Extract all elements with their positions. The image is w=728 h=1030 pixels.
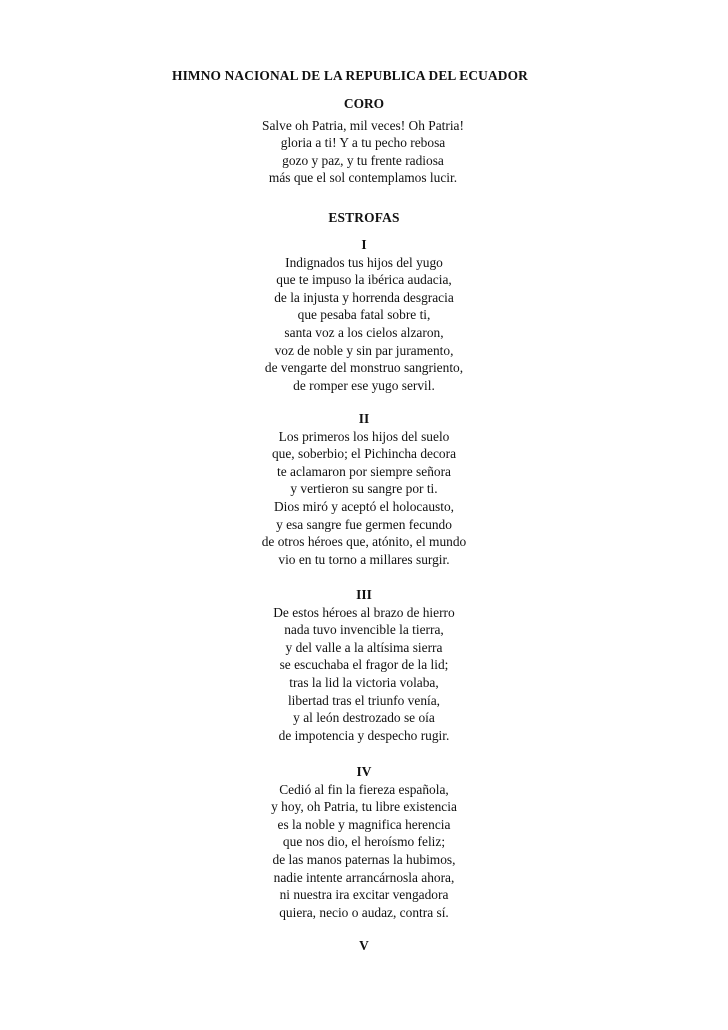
stanza-line: y al león destrozado se oía	[293, 710, 435, 726]
stanza-line: que, soberbio; el Pichincha decora	[271, 446, 457, 462]
chorus-line: gozo y paz, y tu frente radiosa	[282, 152, 444, 168]
stanza-line: nada tuvo invencible la tierra,	[284, 622, 444, 638]
stanza-line: Cedió al fin la fiereza española,	[279, 781, 449, 797]
anthem-title: HIMNO NACIONAL DE LA REPUBLICA DEL ECUADOR	[172, 68, 528, 83]
chorus-heading: CORO	[343, 96, 385, 111]
stanza-line: y esa sangre fue germen fecundo	[276, 516, 452, 532]
stanza-line: De estos héroes al brazo de hierro	[273, 604, 455, 620]
stanza-line: de la injusta y horrenda desgracia	[274, 289, 454, 305]
stanza-line: Los primeros los hijos del suelo	[278, 428, 450, 444]
stanzas-heading-block	[0, 209, 728, 227]
stanza-4	[0, 763, 728, 921]
chorus-section	[0, 95, 728, 187]
chorus-line: gloria a ti! Y a tu pecho rebosa	[280, 135, 446, 151]
stanza-2	[0, 410, 728, 568]
stanza-line: y hoy, oh Patria, tu libre existencia	[271, 799, 457, 815]
stanza-line: quiera, necio o audaz, contra sí.	[279, 904, 449, 920]
stanzas-heading: ESTROFAS	[328, 210, 400, 225]
stanza-line: voz de noble y sin par juramento,	[274, 342, 454, 358]
stanza-line: que pesaba fatal sobre ti,	[297, 307, 431, 323]
stanza-line: ni nuestra ira excitar vengadora	[279, 887, 449, 903]
chorus-lines	[0, 117, 728, 187]
stanza-line: tras la lid la victoria volaba,	[289, 674, 439, 690]
stanza-line: de las manos paternas la hubimos,	[272, 851, 456, 867]
stanza-5	[0, 937, 728, 955]
stanza-line: de impotencia y despecho rugir.	[278, 727, 450, 743]
stanza-line: libertad tras el triunfo venía,	[287, 692, 441, 708]
stanza-line: de vengarte del monstruo sangriento,	[264, 360, 464, 376]
stanza-line: es la noble y magnifica herencia	[277, 816, 451, 832]
stanza-1	[0, 236, 728, 394]
stanza-numeral: II	[358, 411, 370, 426]
chorus-line: más que el sol contemplamos lucir.	[268, 170, 458, 186]
stanza-numeral: III	[356, 587, 372, 602]
stanza-line: santa voz a los cielos alzaron,	[284, 324, 444, 340]
stanza-line: vio en tu torno a millares surgir.	[278, 551, 450, 567]
stanza-line: que nos dio, el heroísmo feliz;	[282, 834, 446, 850]
stanza-line: Dios miró y aceptó el holocausto,	[274, 498, 454, 514]
stanza-numeral: IV	[356, 764, 372, 779]
stanza-3	[0, 586, 728, 744]
stanza-line: nadie intente arrancárnosla ahora,	[273, 869, 455, 885]
stanza-line: y del valle a la altísima sierra	[285, 639, 443, 655]
stanza-line: de otros héroes que, atónito, el mundo	[261, 534, 467, 550]
stanza-numeral: V	[359, 938, 369, 953]
stanza-line: te aclamaron por siempre señora	[277, 463, 451, 479]
chorus-line: Salve oh Patria, mil veces! Oh Patria!	[262, 117, 464, 133]
stanza-line: y vertieron su sangre por ti.	[290, 481, 438, 497]
stanza-line: que te impuso la ibérica audacia,	[276, 272, 452, 288]
stanza-numeral: I	[361, 237, 367, 252]
stanza-line: de romper ese yugo servil.	[293, 377, 435, 393]
stanza-line: Indignados tus hijos del yugo	[285, 254, 443, 270]
stanza-line: se escuchaba el fragor de la lid;	[279, 657, 449, 673]
